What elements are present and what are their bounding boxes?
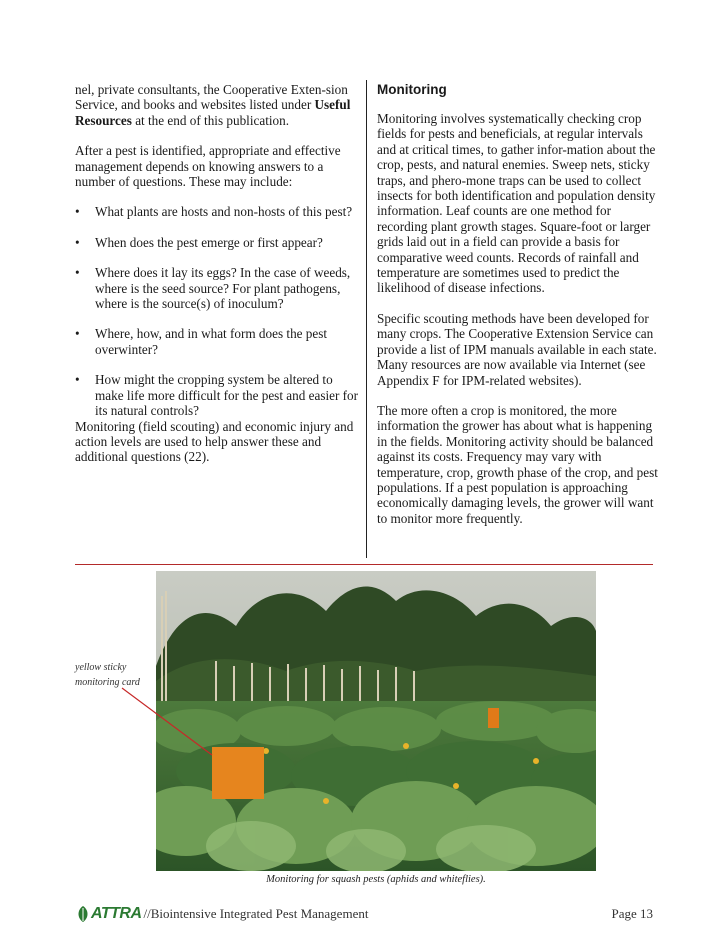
bullet-icon: •	[75, 372, 80, 388]
list-item: • Where, how, and in what form does the pest overwinter?	[75, 326, 328, 357]
page-number: Page 13	[611, 906, 653, 921]
bullet-icon: •	[75, 326, 80, 342]
questions-intro-paragraph: After a pest is identified, appropriate and effective management depends on knowing answers to a number of questions. These may include:	[75, 143, 341, 190]
monitoring-paragraph: Monitoring involves systematically checking crop fields for pests and beneficials, at regular intervals and at critical times, to gather infor-mation about the crop, pests, and natural enemies. Sweep nets, sticky traps, and phero-mone traps can be used to collect insects for both identification and population density information. Leaf counts are one method for recording plant growth stages. Square-foot or larger grids laid out in a field can provide a basis for comparative weed counts. Records of rainfall and temperature are sometimes used to predict the likelihood of disease infections.	[377, 111, 656, 296]
photo-callout-label: yellow sticky monitoring card	[75, 662, 140, 688]
bullet-icon: •	[75, 234, 80, 250]
bullet-icon: •	[75, 265, 80, 281]
list-item: • What plants are hosts and non-hosts of this pest?	[75, 204, 353, 220]
right-column	[377, 82, 662, 526]
attra-logo	[75, 905, 142, 923]
useful-resources-link-text: Useful Resources	[75, 97, 351, 128]
list-item: • How might the cropping system be altered to make life more difficult for the pest and easier for its natural controls?	[75, 372, 359, 419]
section-rule	[75, 564, 653, 565]
question-list	[75, 204, 360, 418]
page-footer	[75, 903, 653, 925]
left-column	[75, 82, 360, 465]
photo-caption: Monitoring for squash pests (aphids and whiteflies).	[266, 874, 486, 885]
list-item: • When does the pest emerge or first appear?	[75, 234, 323, 250]
leaf-icon	[75, 905, 91, 923]
publication-title: //Biointensive Integrated Pest Management	[143, 906, 369, 921]
squash-field-photo	[156, 571, 596, 871]
field-illustration	[156, 571, 596, 871]
section-heading: Monitoring	[377, 82, 447, 97]
intro-paragraph: nel, private consultants, the Cooperative Exten-sion Service, and books and websites listed under Useful Resources at the end of this publication.	[75, 82, 351, 128]
bullet-icon: •	[75, 204, 80, 220]
distant-sticky-card	[488, 708, 499, 728]
logo-text: ATTRA	[91, 905, 142, 922]
closing-paragraph: Monitoring (field scouting) and economic injury and action levels are used to help answer these and additional questions (22).	[75, 418, 354, 465]
column-divider	[366, 80, 367, 558]
scouting-paragraph: Specific scouting methods have been developed for many crops. The Cooperative Extension Service can provide a list of IPM manuals available in each state. Many resources are now available via Internet (see Appendix F for IPM-related websites).	[377, 310, 657, 388]
frequency-paragraph: The more often a crop is monitored, the more information the grower has about what is happening in the fields. Monitoring activity should be balanced against its costs. Frequency may vary with temperature, crop, growth phase of the crop, and pest populations. If a pest population is approaching economically damaging levels, the grower will want to monitor more frequently.	[377, 402, 658, 526]
list-item: • Where does it lay its eggs? In the case of weeds, where is the seed source? For plant pathogens, where is the source(s) of inoculum?	[75, 265, 351, 312]
